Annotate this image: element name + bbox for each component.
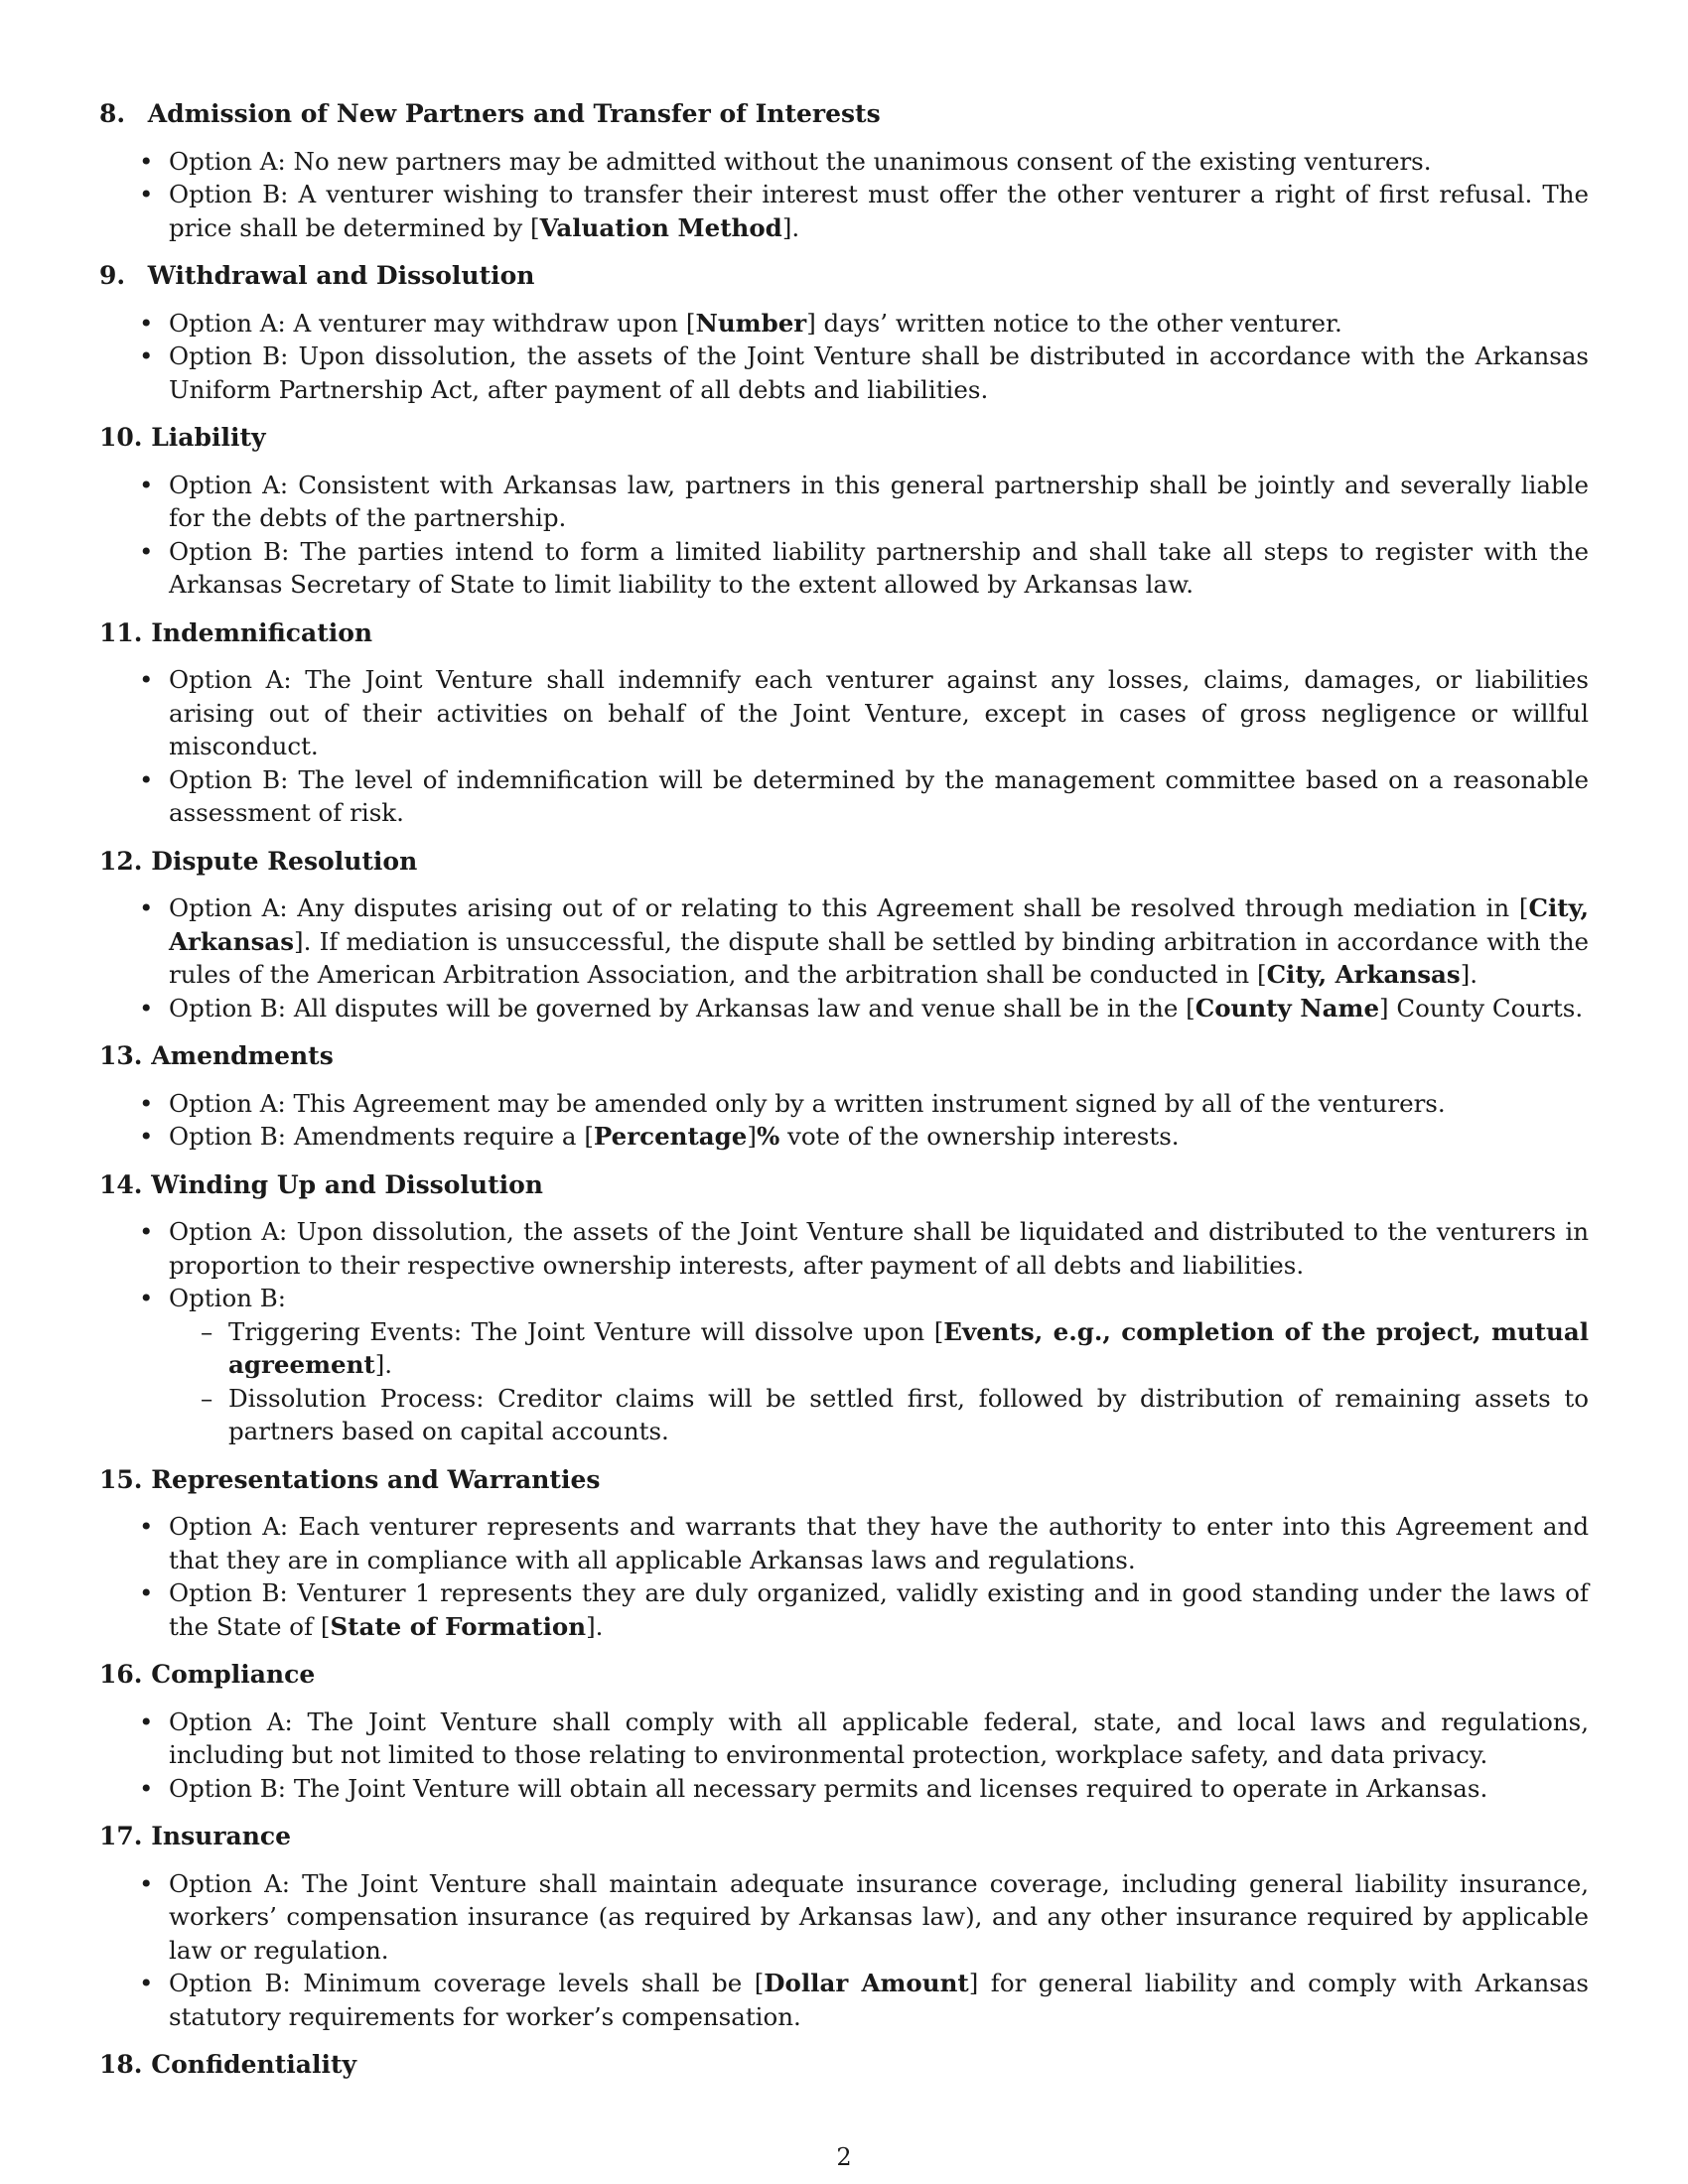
section-title: Compliance bbox=[151, 1660, 316, 1689]
placeholder-field: City, Arkansas bbox=[169, 893, 1589, 956]
section-number: 12. bbox=[99, 846, 143, 876]
text-run: Option A: A venturer may withdraw upon [ bbox=[169, 308, 696, 338]
placeholder-field: Valuation Method bbox=[539, 212, 782, 242]
clause-section bbox=[99, 2048, 1589, 2082]
option-item bbox=[99, 1282, 1589, 1448]
option-item bbox=[99, 1087, 1589, 1121]
option-item bbox=[99, 1706, 1589, 1772]
section-title: Insurance bbox=[151, 1822, 292, 1850]
text-run: ] days’ written notice to the other venturer. bbox=[806, 308, 1342, 338]
placeholder-field: Dollar Amount bbox=[764, 1969, 969, 1997]
text-run: Option A: No new partners may be admitted without the unanimous consent of the existing venturers. bbox=[169, 146, 1432, 176]
section-heading bbox=[99, 421, 1589, 455]
placeholder-field: County Name bbox=[1195, 993, 1380, 1023]
placeholder-field: Events, e.g., completion of the project, mutual agreement bbox=[228, 1316, 1589, 1379]
clause-section bbox=[99, 845, 1589, 1025]
text-run: Option A: Consistent with Arkansas law, partners in this general partnership shall be jointly and severally liable for the debts of the partnership. bbox=[169, 470, 1589, 532]
option-item bbox=[99, 1967, 1589, 2033]
clause-section bbox=[99, 259, 1589, 406]
text-run: Option B: Upon dissolution, the assets of the Joint Venture shall be distributed in accordance with the Arkansas Uniform Partnership Act, after payment of all debts and liabilities. bbox=[169, 341, 1589, 404]
text-run: Option B: Minimum coverage levels shall be [ bbox=[169, 1969, 765, 1997]
section-number: 16. bbox=[99, 1660, 143, 1689]
sub-option-item bbox=[169, 1315, 1589, 1382]
text-run: Option B: The Joint Venture will obtain all necessary permits and licenses required to operate in Arkansas. bbox=[169, 1773, 1488, 1803]
section-number: 15. bbox=[99, 1464, 143, 1494]
section-title: Confidentiality bbox=[151, 2050, 357, 2079]
text-run: vote of the ownership interests. bbox=[779, 1122, 1180, 1151]
section-heading bbox=[99, 1168, 1589, 1202]
clause-section bbox=[99, 421, 1589, 602]
option-item bbox=[99, 1120, 1589, 1154]
placeholder-field: State of Formation bbox=[330, 1611, 587, 1641]
text-run: ]. bbox=[1460, 960, 1478, 989]
text-run: ]. bbox=[374, 1350, 393, 1379]
option-list bbox=[99, 1867, 1589, 2034]
section-number: 17. bbox=[99, 1822, 143, 1850]
option-list bbox=[99, 663, 1589, 830]
text-run: Option B: Venturer 1 represents they are duly organized, validly existing and in good standing under the laws of the State of [ bbox=[169, 1578, 1589, 1641]
section-heading bbox=[99, 1658, 1589, 1692]
option-item bbox=[99, 992, 1589, 1025]
text-run: ] for general liability and comply with Arkansas statutory requirements for worker’s compensation. bbox=[169, 1969, 1590, 2031]
clause-section bbox=[99, 1168, 1589, 1448]
text-run: Option B: Amendments require a [ bbox=[169, 1122, 594, 1151]
option-list bbox=[99, 1706, 1589, 1806]
option-item bbox=[99, 178, 1589, 244]
section-number: 10. bbox=[99, 423, 143, 452]
section-number: 11. bbox=[99, 617, 143, 647]
section-title: Liability bbox=[151, 423, 266, 452]
section-heading bbox=[99, 1463, 1589, 1497]
option-item bbox=[99, 763, 1589, 830]
option-list bbox=[99, 1087, 1589, 1154]
section-title: Representations and Warranties bbox=[151, 1464, 601, 1494]
option-item bbox=[99, 1772, 1589, 1806]
option-lead bbox=[169, 1282, 1589, 1315]
section-title: Dispute Resolution bbox=[151, 846, 418, 876]
section-number: 13. bbox=[99, 1041, 143, 1070]
section-number: 9. bbox=[99, 261, 126, 290]
text-run: ]. bbox=[586, 1611, 604, 1641]
placeholder-field: % bbox=[756, 1122, 780, 1151]
section-title: Indemnification bbox=[151, 617, 373, 647]
text-run: Option A: Each venturer represents and warrants that they have the authority to enter into this Agreement and that they are in compliance with all applicable Arkansas laws and regulations. bbox=[169, 1512, 1589, 1574]
text-run: Option B: A venturer wishing to transfer their interest must offer the other venturer a right of first refusal. The price shall be determined by [ bbox=[169, 180, 1589, 242]
option-list bbox=[99, 891, 1589, 1024]
clause-section bbox=[99, 616, 1589, 830]
option-item bbox=[99, 340, 1589, 406]
section-heading bbox=[99, 1039, 1589, 1073]
text-run: Option A: The Joint Venture shall indemnify each venturer against any losses, claims, damages, or liabilities arising out of their activities on behalf of the Joint Venture, except in cases of gross negligence or willful misconduct. bbox=[169, 665, 1589, 760]
document-body bbox=[99, 97, 1589, 2096]
section-title: Amendments bbox=[151, 1041, 334, 1070]
option-item bbox=[99, 535, 1589, 602]
placeholder-field: Percentage bbox=[593, 1122, 748, 1151]
page-number: 2 bbox=[836, 2143, 852, 2171]
section-heading bbox=[99, 845, 1589, 879]
option-item bbox=[99, 307, 1589, 341]
section-number: 18. bbox=[99, 2050, 143, 2079]
clause-section bbox=[99, 1463, 1589, 1644]
text-run: Option B: All disputes will be governed by Arkansas law and venue shall be in the [ bbox=[169, 993, 1196, 1023]
clause-section bbox=[99, 1039, 1589, 1154]
text-run: Dissolution Process: Creditor claims will be settled first, followed by distribution of remaining assets to partners based on capital accounts. bbox=[228, 1383, 1589, 1445]
section-heading bbox=[99, 1820, 1589, 1853]
text-run: Option A: This Agreement may be amended only by a written instrument signed by all of the venturers. bbox=[169, 1088, 1446, 1118]
text-run: Triggering Events: The Joint Venture will dissolve upon [ bbox=[228, 1316, 944, 1346]
section-heading bbox=[99, 2048, 1589, 2082]
text-run: Option A: Upon dissolution, the assets of the Joint Venture shall be liquidated and distributed to the venturers in proportion to their respective ownership interests, after payment of all debts and liabilities. bbox=[169, 1217, 1589, 1280]
text-run: ] bbox=[747, 1122, 757, 1151]
option-item bbox=[99, 1576, 1589, 1643]
text-run: ] County Courts. bbox=[1379, 993, 1584, 1023]
sub-option-list bbox=[169, 1315, 1589, 1448]
section-heading bbox=[99, 616, 1589, 650]
text-run: Option B: The parties intend to form a limited liability partnership and shall take all steps to register with the Arkansas Secretary of State to limit liability to the extent allowed by Arkansas law. bbox=[169, 536, 1589, 599]
text-run: ]. bbox=[781, 212, 800, 242]
option-item bbox=[99, 1510, 1589, 1576]
option-list bbox=[99, 1510, 1589, 1643]
option-item bbox=[99, 469, 1589, 535]
text-run: ]. If mediation is unsuccessful, the dispute shall be settled by binding arbitration in accordance with the rules of the American Arbitration Association, and the arbitration shall be conducted in [ bbox=[169, 926, 1589, 989]
option-item bbox=[99, 145, 1589, 179]
section-title: Admission of New Partners and Transfer of Interests bbox=[147, 99, 881, 128]
placeholder-field: Number bbox=[695, 308, 807, 338]
clause-section bbox=[99, 97, 1589, 244]
option-list bbox=[99, 469, 1589, 602]
section-heading bbox=[99, 259, 1589, 293]
section-title: Withdrawal and Dissolution bbox=[147, 261, 535, 290]
section-heading bbox=[99, 97, 1589, 131]
option-item bbox=[99, 1215, 1589, 1282]
option-list bbox=[99, 1215, 1589, 1448]
text-run: Option B: bbox=[169, 1284, 287, 1312]
text-run: Option A: The Joint Venture shall comply with all applicable federal, state, and local laws and regulations, including but not limited to those relating to environmental protection, workplace safety, and data privacy. bbox=[169, 1706, 1589, 1769]
option-item bbox=[99, 891, 1589, 992]
clause-section bbox=[99, 1658, 1589, 1805]
option-list bbox=[99, 307, 1589, 407]
option-item bbox=[99, 1867, 1589, 1968]
text-run: Option A: The Joint Venture shall maintain adequate insurance coverage, including general liability insurance, workers’ compensation insurance (as required by Arkansas law), and any other insurance required by applicable law or regulation. bbox=[169, 1868, 1589, 1965]
section-number: 8. bbox=[99, 99, 126, 128]
section-title: Winding Up and Dissolution bbox=[151, 1169, 543, 1199]
sub-option-item bbox=[169, 1382, 1589, 1448]
text-run: Option A: Any disputes arising out of or relating to this Agreement shall be resolved through mediation in [ bbox=[169, 893, 1529, 922]
section-number: 14. bbox=[99, 1169, 143, 1199]
option-item bbox=[99, 663, 1589, 763]
option-list bbox=[99, 145, 1589, 245]
text-run: Option B: The level of indemnification will be determined by the management committee based on a reasonable assessment of risk. bbox=[169, 764, 1589, 827]
placeholder-field: City, Arkansas bbox=[1266, 960, 1461, 989]
clause-section bbox=[99, 1820, 1589, 2033]
